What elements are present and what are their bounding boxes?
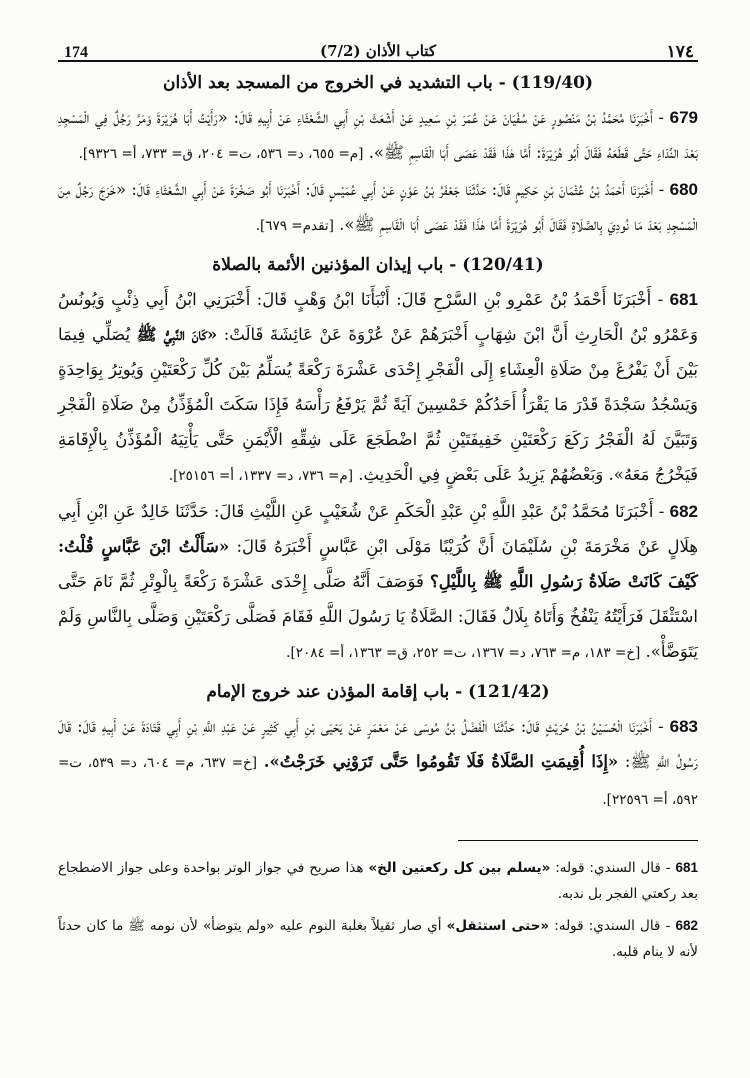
hadith-isnad: - أَخْبَرَنَا مُحَمَّدُ بْنُ عَبْدِ اللَّهِ بْنِ عَبْدِ الْحَكَمِ عَنْ شُعَيْبٍ عَنِ اللَّيْثِ قَالَ: حَدَّثَنَا خَالِدٌ عَنِ ابْنِ أَبِي هِلَالٍ عَنْ مَخْرَمَةَ بْنِ سُلَيْمَانَ أَنَّ كُرَيْبًا مَوْلَى ابْنِ عَبَّاسٍ أَخْبَرَهُ قَالَ: [58, 502, 699, 556]
hadith-refs: [خ= ٦٣٧، م= ٦٠٤، د= ٥٣٩، ت= ٥٩٢، أ= ٢٢٥٩٦]. [58, 755, 698, 808]
book-page [58, 30, 698, 1050]
hadith-number: 681 [669, 290, 698, 309]
footnote-number: 681 [675, 860, 699, 875]
hadith-number: 680 [669, 180, 698, 199]
hadith-isnad: - أَخْبَرَنَا الْحُسَيْنُ بْنُ حُرَيْثٍ قَالَ: حَدَّثَنَا الْفَضْلُ بْنُ مُوسَى عَنْ مَعْمَرٍ عَنْ يَحْيَى بْنِ أَبِي كَثِيرٍ عَنْ عَبْدِ اللَّهِ بْنِ أَبِي قَتَادَةَ عَنْ أَبِيهِ قَالَ: قَالَ رَسُولُ اللَّهِ ﷺ: [58, 717, 698, 771]
hadith-number: 683 [669, 717, 698, 736]
footnotes [58, 855, 698, 965]
hadith-number: 679 [669, 108, 699, 127]
chapter-heading: (121/42) - باب إقامة المؤذن عند خروج الإمام [206, 682, 550, 702]
hadith-bold: «سَأَلْتُ ابْنَ عَبَّاسٍ قُلْتُ: كَيْفَ كَانَتْ صَلَاةُ رَسُولِ اللَّهِ ﷺ بِاللَّيْلِ؟ [58, 537, 698, 591]
hadith-683 [58, 709, 698, 818]
running-title: (7/2) كتاب الأذان [320, 42, 436, 60]
hadith-679 [58, 100, 698, 172]
hadith-isnad: - أَخْبَرَنَا أَحْمَدُ بْنُ عَمْرِو بْنِ السَّرْحِ قَالَ: أَنْبَأَنَا ابْنُ وَهْبٍ قَالَ: أَخْبَرَنِي ابْنُ أَبِي ذِئْبٍ وَيُونُسُ وَعَمْرُو بْنُ الْحَارِثِ أَنَّ ابْنَ شِهَابٍ أَخْبَرَهُمْ عَنْ عُرْوَةَ عَنْ عَائِشَةَ قَالَتْ: [58, 290, 699, 344]
hadith-bold: «كَانَ النَّبِيُّ ﷺ [136, 325, 218, 344]
hadith-matn: فَوَصَفَ أَنَّهُ صَلَّى إِحْدَى عَشْرَةَ رَكْعَةً بِالْوِتْرِ ثُمَّ نَامَ حَتَّى اسْتَثْقَلَ فَرَأَيْتُهُ يَنْفُخُ وَأَتَاهُ بِلَالٌ فَقَالَ: الصَّلَاةُ يَا رَسُولَ اللَّهِ فَقَامَ فَصَلَّى رَكْعَتَيْنِ وَصَلَّى بِالنَّاسِ وَلَمْ يَتَوَضَّأْ». [58, 572, 698, 661]
footnote-intro: - قال السندي: قوله: [555, 860, 671, 876]
footnote-number: 682 [675, 918, 699, 933]
page-number-latin: 174 [64, 44, 88, 61]
hadith-matn: «رَأَيْتُ أَبَا هُرَيْرَةَ وَمَرَّ رَجُلٌ فِي الْمَسْجِدِ بَعْدَ النِّدَاءِ حَتَّى قَطَعَهُ فَقَالَ أَبُو هُرَيْرَةَ: أَمَّا هٰذَا فَقَدْ عَصَى أَبَا الْقَاسِمِ ﷺ». [58, 108, 698, 162]
footnote-quote: «حتى استثقل» [446, 918, 550, 934]
chapter-heading: (120/41) - باب إيذان المؤذنين الأئمة بالصلاة [212, 255, 544, 275]
hadith-matn: يُصَلِّي فِيمَا بَيْنَ أَنْ يَفْرُغَ مِنْ صَلَاةِ الْعِشَاءِ إِلَى الْفَجْرِ إِحْدَى عَشْرَةَ رَكْعَةً يُسَلِّمُ بَيْنَ كُلِّ رَكْعَتَيْنِ وَيُوتِرُ بِوَاحِدَةٍ وَيَسْجُدُ سَجْدَةً قَدْرَ مَا يَقْرَأُ أَحَدُكُمْ خَمْسِينَ آيَةً ثُمَّ يَرْفَعُ رَأْسَهُ فَإِذَا سَكَتَ الْمُؤَذِّنُ مِنْ صَلَاةِ الْفَجْرِ وَتَبَيَّنَ لَهُ الْفَجْرُ رَكَعَ رَكْعَتَيْنِ خَفِيفَتَيْنِ ثُمَّ اضْطَجَعَ عَلَى شِقِّهِ الْأَيْمَنِ حَتَّى يَأْتِيَهُ الْمُؤَذِّنُ بِالْإِقَامَةِ فَيَخْرُجُ مَعَهُ». وَبَعْضُهُمْ يَزِيدُ عَلَى بَعْضٍ فِي الْحَدِيثِ. [58, 325, 698, 484]
footnote-intro: - قال السندي: قوله: [554, 918, 671, 934]
chapter-heading: (119/40) - باب التشديد في الخروج من المسجد بعد الأذان [162, 73, 594, 93]
hadith-matn: «خَرَجَ رَجُلٌ مِنَ الْمَسْجِدِ بَعْدَ مَا نُودِيَ بِالصَّلَاةِ فَقَالَ أَبُو هُرَيْرَةَ أَمَّا هٰذَا فَقَدْ عَصَى أَبَا الْقَاسِمِ ﷺ». [58, 180, 698, 234]
hadith-number: 682 [669, 502, 699, 521]
hadith-isnad: - أَخْبَرَنَا مُحَمَّدُ بْنُ مَنْصُورٍ عَنْ سُفْيَانَ عَنْ عُمَرَ بْنِ سَعِيدٍ عَنْ أَشْعَثَ بْنِ أَبِي الشَّعْثَاءِ عَنْ أَبِيهِ قَالَ: [233, 108, 664, 127]
hadith-refs: [تقدم= ٦٧٩]. [255, 218, 334, 234]
footnote-text: أي صار ثقيلاً بغلبة النوم عليه «ولم يتوضأ» لأن نومه ﷺ ما كان حدثاً لأنه لا ينام قلبه. [58, 918, 698, 960]
footnote-divider [458, 840, 698, 841]
hadith-682 [58, 494, 698, 671]
hadith-refs: [م= ٧٣٦، د= ١٣٣٧، أ= ٢٥١٥٦]. [168, 468, 353, 484]
footnote-quote: «يسلم بين كل ركعتين الخ» [368, 860, 551, 876]
footnote [58, 913, 698, 965]
page-number-arabic: ١٧٤ [666, 42, 694, 62]
hadith-bold: «إِذَا أُقِيمَتِ الصَّلَاةُ فَلَا تَقُومُوا حَتَّى تَرَوْنِي خَرَجْتُ». [263, 752, 619, 771]
hadith-refs: [م= ٦٥٥، د= ٥٣٦، ت= ٢٠٤، ق= ٧٣٣، أ= ٩٣٢٦]. [78, 146, 364, 162]
footnote [58, 855, 698, 907]
hadith-refs: [خ= ١٨٣، م= ٧٦٣، د= ١٣٦٧، ت= ٢٥٢، ق= ١٣٦٣، أ= ٢٠٨٤]. [286, 645, 641, 661]
hadith-681 [58, 282, 698, 494]
hadith-680 [58, 172, 698, 244]
footnote-text: هذا صريح في جواز الوتر بواحدة وعلى جواز الاضطجاع بعد ركعتي الفجر بل ندبه. [58, 860, 698, 902]
hadith-isnad: - أَخْبَرَنَا أَحْمَدُ بْنُ عُثْمَانَ بْنِ حَكِيمٍ قَالَ: حَدَّثَنَا جَعْفَرُ بْنُ عَوْنٍ عَنْ أَبِي عُمَيْسٍ قَالَ: أَخْبَرَنَا أَبُو صَخْرَةَ عَنْ أَبِي الشَّعْثَاءِ قَالَ: [131, 180, 665, 199]
main-text [58, 68, 698, 818]
page-header [58, 30, 698, 62]
